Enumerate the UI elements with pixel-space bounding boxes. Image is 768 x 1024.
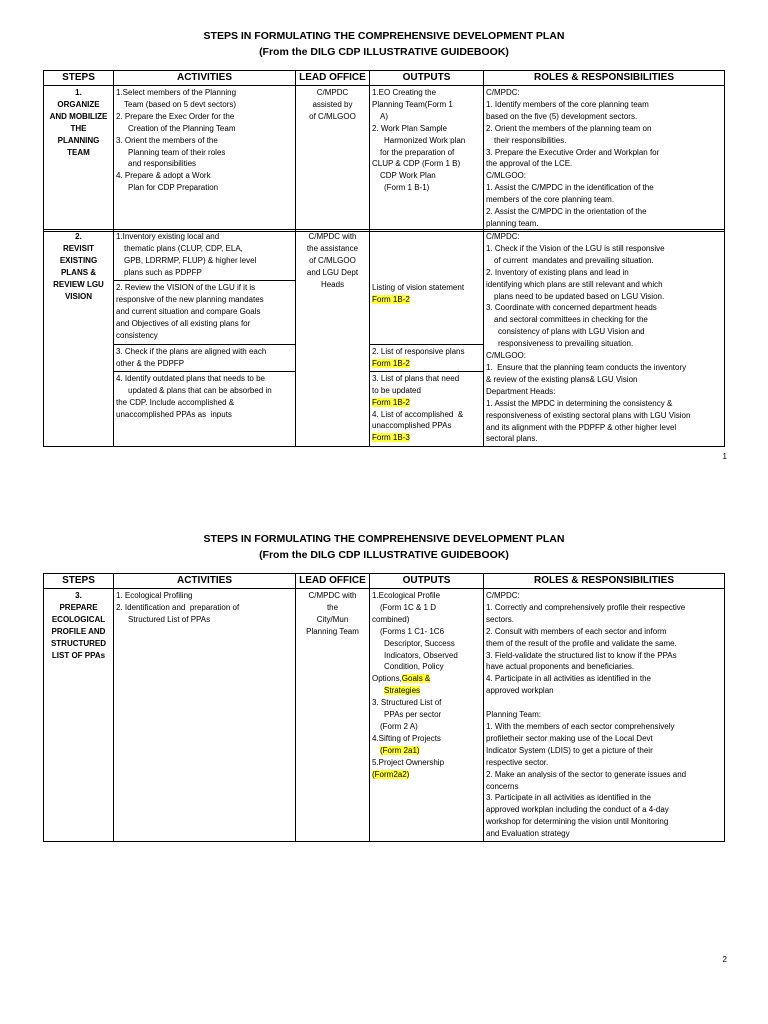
activity-line: Structured List of PPAs xyxy=(128,614,211,624)
lead-line: the xyxy=(326,602,339,612)
outputs-cell xyxy=(370,371,484,446)
output-line: PPAs per sector xyxy=(384,710,442,720)
role-line: 4. Participate in all activities as identified in the xyxy=(486,674,651,684)
form-reference-highlight: Form 1B-2 xyxy=(372,397,410,407)
roles-cell xyxy=(484,230,725,447)
role-line: sectors. xyxy=(486,614,515,624)
lead-line: the assistance xyxy=(306,243,359,253)
outputs-cell-empty xyxy=(370,230,484,281)
activity-line: and Objectives of all existing plans for xyxy=(116,319,251,329)
lead-line: Planning Team xyxy=(306,626,359,636)
lead-office-cell xyxy=(296,589,370,842)
activity-line: other & the PDPFP xyxy=(116,358,185,368)
table-header-row xyxy=(44,71,725,86)
role-line: members of the core planning team. xyxy=(486,195,615,205)
role-line: 3. Prepare the Executive Order and Workplan for xyxy=(486,147,660,157)
activity-line: thematic plans (CLUP, CDP, ELA, xyxy=(124,243,243,253)
outputs-cell xyxy=(370,344,484,371)
step-cell xyxy=(44,230,114,447)
form-reference-highlight: Goals & xyxy=(401,674,431,684)
role-line: 1. Assist the MPDC in determining the consistency & xyxy=(486,398,673,408)
outputs-cell xyxy=(370,589,484,842)
output-line: combined) xyxy=(372,614,410,624)
outputs-cell xyxy=(370,281,484,344)
lead-line: C/MPDC with xyxy=(308,232,357,241)
output-line: Planning Team(Form 1 xyxy=(372,99,453,109)
step-text: LIST OF PPAs xyxy=(51,650,106,660)
step-text: TEAM xyxy=(67,147,90,157)
table-row xyxy=(44,589,725,842)
role-line: of current mandates and prevailing situation. xyxy=(494,255,654,265)
step-text: 2. xyxy=(75,232,82,241)
activity-line: Planning team of their roles xyxy=(128,147,226,157)
step-text: REVIEW LGU xyxy=(53,279,104,289)
role-line: the approval of the LCE. xyxy=(486,159,573,169)
output-line: unaccomplished PPAs xyxy=(372,421,452,431)
role-line: Department Heads: xyxy=(486,386,556,396)
role-line: & review of the existing plans& LGU Vision xyxy=(486,374,638,384)
output-line: Options, xyxy=(372,674,402,684)
activity-line: 3. Orient the members of the xyxy=(116,135,218,145)
role-line: respective sector. xyxy=(486,757,549,767)
role-line: approved workplan including the conduct of a 4-day xyxy=(486,805,669,815)
output-line: 5.Project Ownership xyxy=(372,757,445,767)
role-line: and sectoral committees in checking for the xyxy=(494,315,648,325)
role-line: C/MPDC: xyxy=(486,591,520,600)
lead-office-cell xyxy=(296,86,370,232)
output-line: A) xyxy=(380,111,388,121)
lead-line: C/MPDC xyxy=(316,88,349,97)
activity-line: 3. Check if the plans are aligned with each xyxy=(116,346,267,356)
form-reference-highlight: Strategies xyxy=(384,686,421,696)
role-line: C/MLGOO: xyxy=(486,171,527,181)
output-line: 1.EO Creating the xyxy=(372,88,437,97)
output-line: (Forms 1 C1- 1C6 xyxy=(380,626,445,636)
role-line: and Evaluation strategy xyxy=(486,829,570,839)
activity-line: unaccomplished PPAs as inputs xyxy=(116,409,232,419)
role-line: 1. Correctly and comprehensively profile their respective xyxy=(486,602,686,612)
step-text: ORGANIZE xyxy=(57,99,100,109)
activity-line: 1.Inventory existing local and xyxy=(116,232,220,241)
role-line: sectoral plans. xyxy=(486,434,538,444)
activity-line: 2. Review the VISION of the LGU if it is xyxy=(116,283,256,293)
role-line: C/MPDC: xyxy=(486,88,520,97)
activities-cell xyxy=(114,371,296,446)
lead-line: Heads xyxy=(320,279,345,289)
roles-cell xyxy=(484,589,725,842)
activity-line: consistency xyxy=(116,330,158,340)
step-text: VISION xyxy=(64,291,93,301)
header-steps: STEPS xyxy=(44,574,114,589)
output-line: 4.Sifting of Projects xyxy=(372,733,441,743)
role-line: planning team. xyxy=(486,218,539,228)
output-line: Indicators, Observed xyxy=(384,650,458,660)
lead-office-cell xyxy=(296,230,370,447)
output-line: (Form 1C & 1 D xyxy=(380,602,437,612)
output-line: CDP Work Plan xyxy=(380,171,436,181)
role-line: 1. With the members of each sector comprehensively xyxy=(486,721,675,731)
activity-line: 2. Prepare the Exec Order for the xyxy=(116,111,235,121)
lead-line: assisted by xyxy=(312,99,353,109)
output-line: Harmonized Work plan xyxy=(384,135,466,145)
activity-line: 1. Ecological Profiling xyxy=(116,591,193,600)
roles-cell xyxy=(484,86,725,232)
page-number: 1 xyxy=(722,452,727,461)
header-lead-office: LEAD OFFICE xyxy=(296,71,370,86)
role-line: 2. Make an analysis of the sector to generate issues and xyxy=(486,769,687,779)
table-row xyxy=(44,86,725,232)
activities-cell xyxy=(114,281,296,344)
lead-line: City/Mun xyxy=(316,614,349,624)
activity-line: 4. Prepare & adopt a Work xyxy=(116,171,211,181)
page2-steps-table xyxy=(43,573,725,842)
output-line: Listing of vision statement xyxy=(372,282,465,292)
step-text: STRUCTURED xyxy=(50,638,107,648)
output-line: CLUP & CDP (Form 1 B) xyxy=(372,159,461,169)
role-line: Planning Team: xyxy=(486,710,541,720)
activities-cell xyxy=(114,230,296,281)
role-line: 2. Inventory of existing plans and lead in xyxy=(486,267,629,277)
step-cell xyxy=(44,86,114,232)
output-line: 2. Work Plan Sample xyxy=(372,123,447,133)
role-line: concerns xyxy=(486,781,519,791)
output-line: 4. List of accomplished & xyxy=(372,409,464,419)
activities-cell xyxy=(114,344,296,371)
activity-line: responsive of the new planning mandates xyxy=(116,295,264,305)
role-line: 2. Orient the members of the planning team on xyxy=(486,123,652,133)
role-line: and its alignment with the PDPFP & other higher level xyxy=(486,422,677,432)
activity-line: Creation of the Planning Team xyxy=(128,123,236,133)
role-line: approved workplan xyxy=(486,686,554,696)
activity-line: plans such as PDPFP xyxy=(124,267,202,277)
output-line: 2. List of responsive plans xyxy=(372,346,465,356)
role-line: 3. Participate in all activities as identified in the xyxy=(486,793,651,803)
page1-steps-table-row2 xyxy=(43,229,725,447)
role-line: 1. Identify members of the core planning team xyxy=(486,99,649,109)
header-outputs: OUTPUTS xyxy=(370,574,484,589)
activity-line: and responsibilities xyxy=(128,159,197,169)
output-line: to be updated xyxy=(372,385,421,395)
header-activities: ACTIVITIES xyxy=(114,71,296,86)
step-text: PREPARE xyxy=(59,602,98,612)
activity-line: 1.Select members of the Planning xyxy=(116,88,237,97)
step-text: EXISTING xyxy=(59,255,98,265)
output-line: (Form 1 B-1) xyxy=(384,183,430,193)
table-row xyxy=(44,230,725,281)
activity-line: 4. Identify outdated plans that needs to be xyxy=(116,373,265,383)
step-text: PROFILE AND xyxy=(51,626,106,636)
page2-subtitle: (From the DILG CDP ILLUSTRATIVE GUIDEBOOK) xyxy=(259,549,509,561)
lead-line: of C/MLGOO xyxy=(309,255,356,265)
lead-line: and LGU Dept xyxy=(306,267,359,277)
table-header-row xyxy=(44,574,725,589)
role-line: them of the result of the profile and validate the same. xyxy=(486,638,677,648)
header-roles: ROLES & RESPONSIBILITIES xyxy=(484,574,725,589)
step-text: 1. xyxy=(75,88,82,97)
form-reference-highlight: Form 1B-2 xyxy=(372,294,410,304)
role-line: 3. Field-validate the structured list to know if the PPAs xyxy=(486,650,677,660)
header-outputs: OUTPUTS xyxy=(370,71,484,86)
role-line: 2. Assist the C/MPDC in the orientation of the xyxy=(486,207,647,217)
output-line: (Form 2 A) xyxy=(380,721,418,731)
role-line: plans need to be updated based on LGU Vision. xyxy=(494,291,665,301)
output-line: Descriptor, Success xyxy=(384,638,455,648)
role-line: 3. Coordinate with concerned department heads xyxy=(486,303,657,313)
role-line: have actual proponents and beneficiaries. xyxy=(486,662,635,672)
role-line: 1. Check if the Vision of the LGU is still responsive xyxy=(486,243,665,253)
page1-steps-table xyxy=(43,70,725,232)
activity-line: 2. Identification and preparation of xyxy=(116,602,240,612)
lead-line: C/MPDC with xyxy=(308,591,357,600)
output-line: Condition, Policy xyxy=(384,662,444,672)
role-line: 1. Ensure that the planning team conducts the inventory xyxy=(486,362,687,372)
role-line: profiletheir sector making use of the Local Devt xyxy=(486,733,653,743)
form-reference-highlight: (Form 2a1) xyxy=(380,745,420,755)
activities-cell xyxy=(114,589,296,842)
form-reference-highlight: (Form2a2) xyxy=(372,769,410,779)
form-reference-highlight: Form 1B-3 xyxy=(372,433,410,443)
step-text: AND MOBILIZE xyxy=(49,111,108,121)
header-roles: ROLES & RESPONSIBILITIES xyxy=(484,71,725,86)
output-line: 3. List of plans that need xyxy=(372,373,460,383)
role-line: C/MPDC: xyxy=(486,232,520,241)
role-line xyxy=(486,697,722,709)
activities-cell xyxy=(114,86,296,232)
outputs-cell xyxy=(370,86,484,232)
output-line: for the preparation of xyxy=(380,147,455,157)
output-line: 3. Structured List of xyxy=(372,698,442,708)
role-line: 1. Assist the C/MPDC in the identification of the xyxy=(486,183,654,193)
page2-title: STEPS IN FORMULATING THE COMPREHENSIVE DEVELOPMENT PLAN xyxy=(203,533,565,545)
role-line: responsiveness to prevailing situation. xyxy=(498,339,634,349)
step-text: PLANS & xyxy=(60,267,97,277)
header-steps: STEPS xyxy=(44,71,114,86)
output-line: 1.Ecological Profile xyxy=(372,591,441,600)
role-line: identifying which plans are still relevant and which xyxy=(486,279,663,289)
role-line: 2. Consult with members of each sector and inform xyxy=(486,626,667,636)
lead-line: of C/MLGOO xyxy=(309,111,356,121)
page1-subtitle: (From the DILG CDP ILLUSTRATIVE GUIDEBOOK) xyxy=(259,46,509,58)
activity-line: and current situation and compare Goals xyxy=(116,307,261,317)
step-text: 3. xyxy=(75,591,82,600)
role-line: workshop for determining the vision until Monitoring xyxy=(486,817,669,827)
role-line: Indicator System (LDIS) to get a picture of their xyxy=(486,745,653,755)
activity-line: the CDP. Include accomplished & xyxy=(116,397,235,407)
role-line: based on the five (5) development sectors. xyxy=(486,111,638,121)
activity-line: Team (based on 5 devt sectors) xyxy=(124,99,237,109)
activity-line: Plan for CDP Preparation xyxy=(128,183,219,193)
role-line: C/MLGOO: xyxy=(486,351,527,361)
step-text: THE xyxy=(70,123,87,133)
page-number: 2 xyxy=(722,955,727,964)
activity-line: GPB, LDRRMP, FLUP) & higher level xyxy=(124,255,257,265)
header-activities: ACTIVITIES xyxy=(114,574,296,589)
role-line: their responsibilities. xyxy=(494,135,567,145)
role-line: consistency of plans with LGU Vision and xyxy=(498,327,645,337)
page1-title: STEPS IN FORMULATING THE COMPREHENSIVE DEVELOPMENT PLAN xyxy=(203,30,565,42)
header-lead-office: LEAD OFFICE xyxy=(296,574,370,589)
step-text: REVISIT xyxy=(62,243,95,253)
form-reference-highlight: Form 1B-2 xyxy=(372,358,410,368)
role-line: responsiveness of existing sectoral plans with LGU Vision xyxy=(486,410,691,420)
step-cell xyxy=(44,589,114,842)
step-text: PLANNING xyxy=(57,135,100,145)
activity-line: updated & plans that can be absorbed in xyxy=(128,385,272,395)
step-text: ECOLOGICAL xyxy=(51,614,106,624)
